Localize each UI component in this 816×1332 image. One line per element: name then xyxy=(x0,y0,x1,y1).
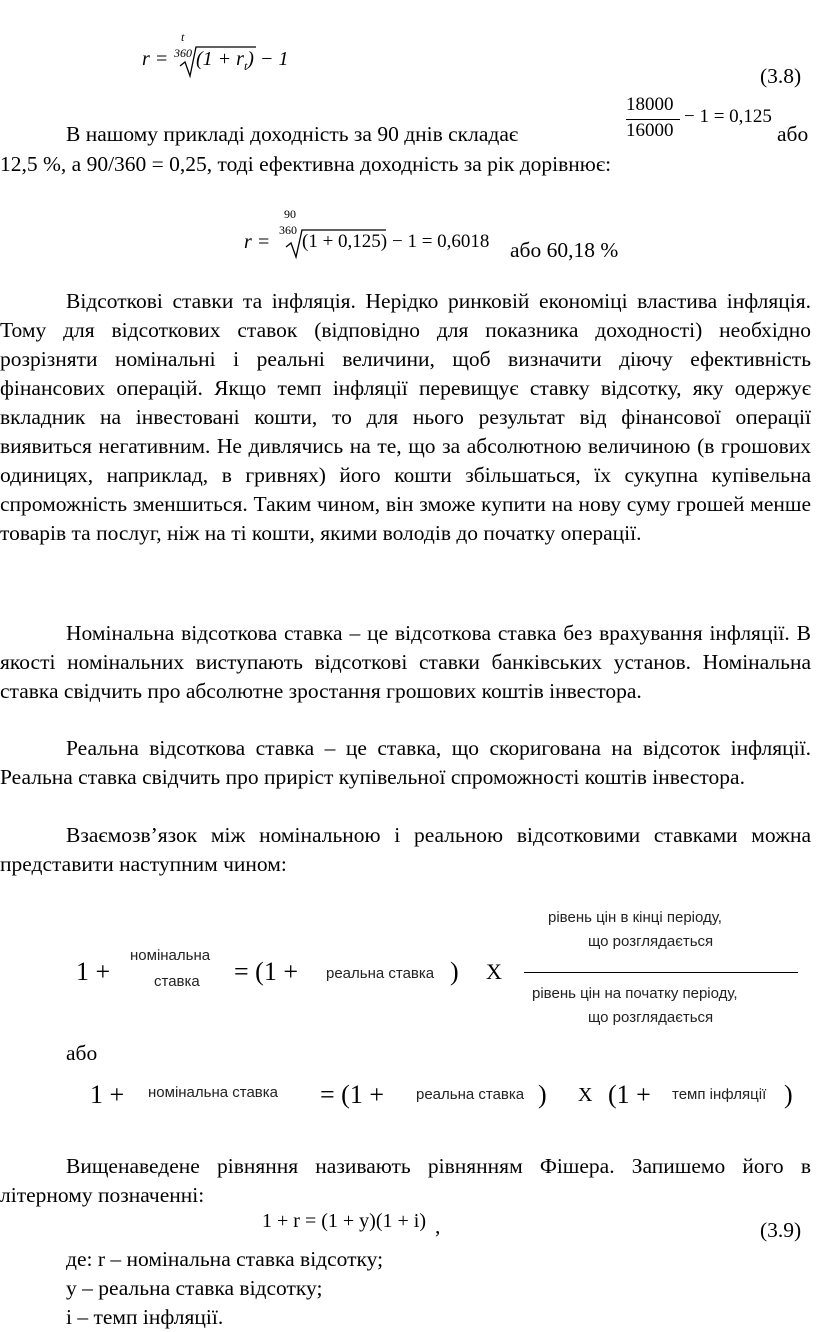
formula-3-9 xyxy=(262,1208,462,1236)
formula-tail: − 1 = 0,6018 xyxy=(392,231,490,252)
root-index-num: 90 xyxy=(284,207,296,221)
root-index-num: t xyxy=(181,30,185,44)
eq2-real-rate: реальна ставка xyxy=(416,1086,525,1103)
eq2-one-plus: 1 + xyxy=(90,1080,125,1109)
fraction-result: − 1 = 0,125 xyxy=(684,106,772,127)
eq1-nominal-line1: номінальна xyxy=(130,947,211,964)
or-word: або xyxy=(66,1041,98,1065)
formula-lhs: r = xyxy=(142,48,169,70)
eq1-nominal-line2: ставка xyxy=(154,973,200,990)
root-index-den: 360 xyxy=(174,46,192,60)
equation-label-3-8: (3.8) xyxy=(760,64,802,88)
eq2-open: (1 + xyxy=(608,1080,651,1109)
eq1-numerator-line1: рівень цін в кінці періоду, xyxy=(548,909,722,926)
eq1-one-plus: 1 + xyxy=(76,957,111,986)
radicand: (1 + 0,125) xyxy=(302,231,388,252)
eq2-times: X xyxy=(578,1084,593,1106)
formula-tail: − 1 xyxy=(260,48,289,70)
eq2-close2: ) xyxy=(784,1080,793,1109)
eq2-nominal-rate: номінальна ставка xyxy=(148,1084,279,1101)
formula-3-9-expression: 1 + r = (1 + y)(1 + i) xyxy=(262,1210,426,1232)
formula-3-9-comma: , xyxy=(435,1214,441,1238)
paragraph-fisher: Вищенаведене рівняння називають рівнянням Фішера. Запишемо його в літерному позначенні: xyxy=(0,1154,811,1207)
radicand: $(1 + r_t)$ xyxy=(196,48,254,73)
formula-lhs: r = xyxy=(244,231,271,253)
example-text-after: або xyxy=(777,122,809,146)
eq1-equals-open: = (1 + xyxy=(234,957,298,986)
eq2-inflation-rate: темп інфляції xyxy=(672,1086,767,1103)
formula-3-8 xyxy=(142,30,302,80)
fraction-numerator: 18000 xyxy=(626,94,674,115)
eq1-denominator-line1: рівень цін на початку періоду, xyxy=(532,985,738,1002)
paragraph-real-rate: Реальна відсоткова ставка – це ставка, що скоригована на відсоток інфляції. Реальна ставка свідчить про приріст купівельної спроможності коштів інвестора. xyxy=(0,736,811,789)
eq1-times: X xyxy=(486,959,502,984)
equation-label-3-9: (3.9) xyxy=(760,1218,802,1242)
eq2-equals-open: = (1 + xyxy=(320,1080,384,1109)
fraction-denominator: 16000 xyxy=(626,120,674,141)
paragraph-relation: Взаємозв’язок між номінальною і реальною відсотковими ставками можна представити наступним чином: xyxy=(0,823,811,876)
paragraph-nominal-rate: Номінальна відсоткова ставка – це відсоткова ставка без врахування інфляції. В якості номінальних виступають відсоткові ставки банківських установ. Номінальна ставка свідчить про абсолютне зростання грошових коштів інвестора. xyxy=(0,621,811,703)
definition-r: де: r – номінальна ставка відсотку; xyxy=(66,1247,384,1271)
eq1-denominator-line2: що розглядається xyxy=(588,1009,714,1026)
eq1-real-rate: реальна ставка xyxy=(326,965,435,982)
definition-y: y – реальна ставка відсотку; xyxy=(66,1276,323,1300)
eq1-fraction-bar xyxy=(524,972,798,973)
equation-inflation xyxy=(90,1076,805,1116)
formula-effective xyxy=(244,207,514,261)
eq1-numerator-line2: що розглядається xyxy=(588,933,714,950)
example-text-before: В нашому прикладі доходність за 90 днів складає xyxy=(66,122,519,146)
example-fraction xyxy=(626,94,776,144)
example-continuation: 12,5 %, а 90/360 = 0,25, тоді ефективна доходність за рік дорівнює: xyxy=(0,152,612,176)
root-index-den: 360 xyxy=(279,223,297,237)
equation-price-ratio xyxy=(76,905,806,1030)
definition-i: і – темп інфляції. xyxy=(66,1305,224,1329)
formula-effective-suffix: або 60,18 % xyxy=(510,238,619,262)
eq1-close: ) xyxy=(450,957,459,986)
eq2-close: ) xyxy=(538,1080,547,1109)
paragraph-inflation: Відсоткові ставки та інфляція. Нерідко ринковій економіці властива інфляція. Тому для відсоткових ставок (відповідно для показника доходності) необхідно розрізняти номінальні і реальні величини, щоб визначити діючу ефективність фінансових операцій. Якщо темп інфляції перевищує ставку відсотку, яку одержує вкладник на інвестовані кошти, то для нього результат від фінансової операції виявиться негативним. Не дивлячись на те, що за абсолютною величиною (в грошових одиницях, наприклад, в гривнях) його кошти збільшаться, їх сукупна купівельна спроможність зменшиться. Таким чином, він зможе купити на нову суму грошей менше товарів та послуг, ніж на ті кошти, якими володів до початку операції. xyxy=(0,289,811,545)
